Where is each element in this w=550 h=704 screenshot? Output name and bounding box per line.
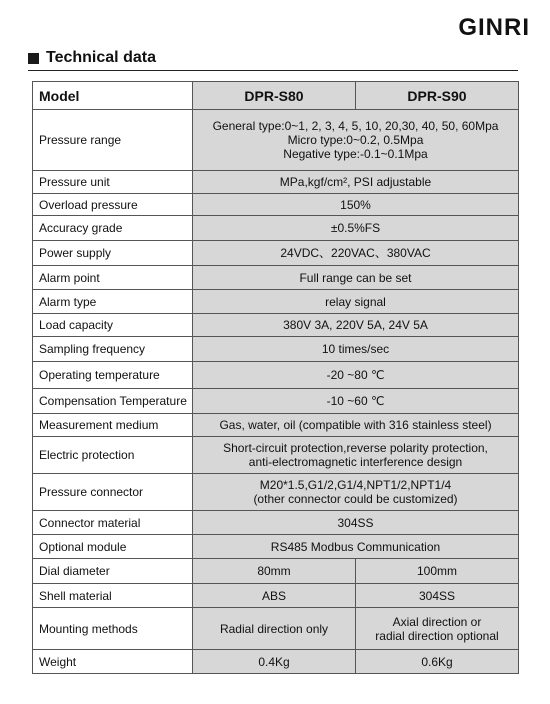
table-row-pressure-range <box>33 110 519 171</box>
value-line: Short-circuit protection,reverse polarity protection, <box>223 441 488 455</box>
table-row-operating-temperature <box>33 362 519 389</box>
table-row-mounting-methods <box>33 608 519 650</box>
row-label: Overload pressure <box>33 194 193 216</box>
row-label: Pressure range <box>33 110 193 171</box>
row-label: Operating temperature <box>33 362 193 389</box>
table-header-row <box>33 82 519 110</box>
row-value-a: ABS <box>193 584 356 608</box>
table-row-load-capacity <box>33 314 519 337</box>
row-value: Gas, water, oil (compatible with 316 stainless steel) <box>193 414 519 437</box>
row-value-a: 80mm <box>193 559 356 584</box>
table-row-measurement-medium <box>33 414 519 437</box>
technical-data-table <box>32 81 519 674</box>
row-value <box>193 110 519 171</box>
table-row-shell-material <box>33 584 519 608</box>
table-row-pressure-connector <box>33 474 519 511</box>
row-label: Power supply <box>33 241 193 266</box>
row-value: relay signal <box>193 290 519 314</box>
table-row-power-supply <box>33 241 519 266</box>
row-value-a: Radial direction only <box>193 608 356 650</box>
row-value-b: 100mm <box>356 559 519 584</box>
value-line: Micro type:0~0.2, 0.5Mpa <box>287 133 424 147</box>
table-row-alarm-point <box>33 266 519 290</box>
row-value: 10 times/sec <box>193 337 519 362</box>
row-value: Full range can be set <box>193 266 519 290</box>
row-label: Electric protection <box>33 437 193 474</box>
row-label: Load capacity <box>33 314 193 337</box>
row-label: Shell material <box>33 584 193 608</box>
table-row-pressure-unit <box>33 171 519 194</box>
row-label: Compensation Temperature <box>33 389 193 414</box>
row-value <box>193 437 519 474</box>
table-row-connector-material <box>33 511 519 535</box>
value-line: radial direction optional <box>375 628 499 643</box>
table-row-accuracy-grade <box>33 216 519 241</box>
value-line: Axial direction or <box>392 614 482 629</box>
header-model-b: DPR-S90 <box>356 82 519 110</box>
table-row-electric-protection <box>33 437 519 474</box>
row-label: Optional module <box>33 535 193 559</box>
row-value: MPa,kgf/cm², PSI adjustable <box>193 171 519 194</box>
table-row-dial-diameter <box>33 559 519 584</box>
row-label: Measurement medium <box>33 414 193 437</box>
row-value-b: 304SS <box>356 584 519 608</box>
table-row-weight <box>33 650 519 674</box>
row-value: 304SS <box>193 511 519 535</box>
header-model-label: Model <box>33 82 193 110</box>
row-label: Sampling frequency <box>33 337 193 362</box>
row-label: Accuracy grade <box>33 216 193 241</box>
square-bullet-icon <box>28 53 39 64</box>
row-value: 150% <box>193 194 519 216</box>
value-line: General type:0~1, 2, 3, 4, 5, 10, 20,30, 40, 50, 60Mpa <box>212 119 499 133</box>
row-label: Pressure unit <box>33 171 193 194</box>
row-label: Alarm point <box>33 266 193 290</box>
row-value: 380V 3A, 220V 5A, 24V 5A <box>193 314 519 337</box>
header-model-a: DPR-S80 <box>193 82 356 110</box>
row-label: Alarm type <box>33 290 193 314</box>
section-divider <box>28 70 518 71</box>
value-line: Negative type:-0.1~0.1Mpa <box>283 147 428 161</box>
brand-logo: GINRI <box>458 14 530 41</box>
row-label: Weight <box>33 650 193 674</box>
value-line: anti-electromagnetic interference design <box>248 455 463 469</box>
row-value <box>193 474 519 511</box>
value-line: M20*1.5,G1/2,G1/4,NPT1/2,NPT1/4 <box>259 478 452 492</box>
row-value-a: 0.4Kg <box>193 650 356 674</box>
row-value: 24VDC、220VAC、380VAC <box>193 241 519 266</box>
table-row-optional-module <box>33 535 519 559</box>
row-label: Connector material <box>33 511 193 535</box>
row-label: Dial diameter <box>33 559 193 584</box>
row-value-b <box>356 608 519 650</box>
table-row-overload-pressure <box>33 194 519 216</box>
row-value: ±0.5%FS <box>193 216 519 241</box>
row-value-b: 0.6Kg <box>356 650 519 674</box>
table-row-sampling-frequency <box>33 337 519 362</box>
row-value: RS485 Modbus Communication <box>193 535 519 559</box>
section-heading <box>28 48 156 68</box>
row-value: -20 ~80 ℃ <box>193 362 519 389</box>
value-line: (other connector could be customized) <box>253 492 458 506</box>
row-value: -10 ~60 ℃ <box>193 389 519 414</box>
row-label: Mounting methods <box>33 608 193 650</box>
row-label: Pressure connector <box>33 474 193 511</box>
table-row-alarm-type <box>33 290 519 314</box>
section-title: Technical data <box>46 49 156 66</box>
table-row-compensation-temperature <box>33 389 519 414</box>
